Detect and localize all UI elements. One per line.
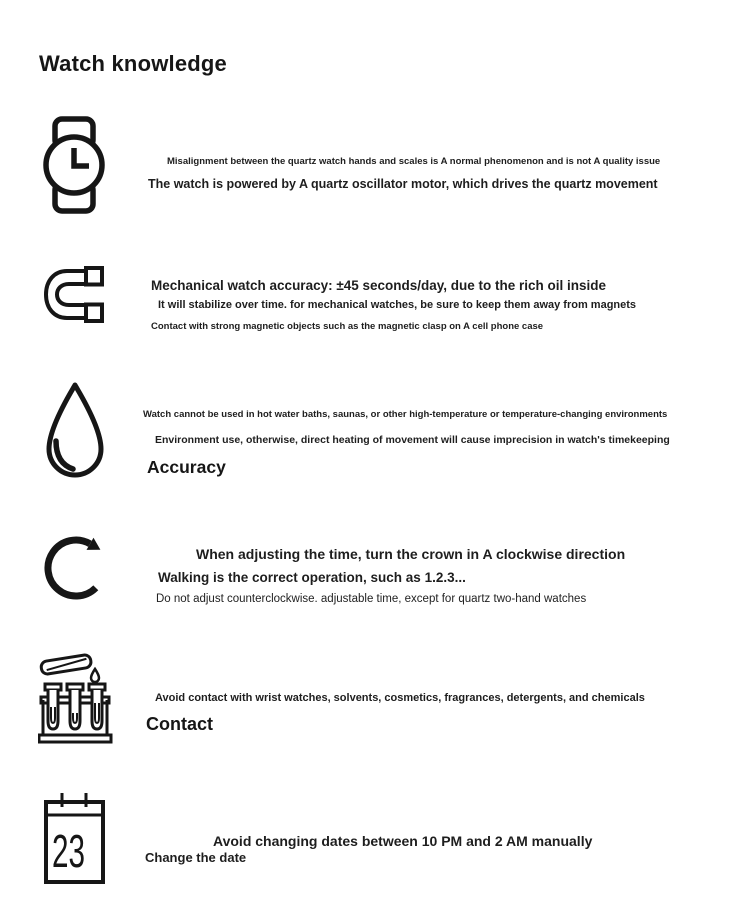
- magnet-note-line-2: Contact with strong magnetic objects such as the magnetic clasp on A cell phone case: [151, 320, 544, 332]
- quartz-note-line: Misalignment between the quartz watch hands and scales is A normal phenomenon and is not A quality issue: [167, 155, 661, 167]
- accuracy-heading: Accuracy: [147, 456, 226, 477]
- contact-heading: Contact: [146, 713, 213, 734]
- crown-headline-2: Walking is the correct operation, such as 1.2.3...: [158, 569, 466, 585]
- date-heading: Change the date: [145, 849, 247, 865]
- quartz-headline: The watch is powered by A quartz oscillator motor, which drives the quartz movement: [148, 176, 658, 191]
- page-title: Watch knowledge: [39, 50, 227, 76]
- calendar-day: 23: [52, 825, 85, 877]
- test-tubes-icon: [38, 651, 113, 751]
- crown-note-line: Do not adjust counterclockwise. adjustable time, except for quartz two-hand watches: [156, 592, 587, 605]
- water-drop-icon: [44, 381, 106, 485]
- clockwise-arrow-icon: [44, 528, 110, 607]
- temperature-note-line: Watch cannot be used in hot water baths, saunas, or other high-temperature or temperature-changing environments: [143, 408, 668, 420]
- magnet-note-line: It will stabilize over time. for mechanical watches, be sure to keep them away from magnets: [158, 299, 637, 311]
- magnet-icon: [42, 266, 106, 328]
- watch-icon: [42, 116, 106, 219]
- magnet-headline: Mechanical watch accuracy: ±45 seconds/day, due to the rich oil inside: [151, 277, 607, 293]
- temperature-note-line-2: Environment use, otherwise, direct heating of movement will cause imprecision in watch's timekeeping: [155, 433, 670, 446]
- date-headline: Avoid changing dates between 10 PM and 2 AM manually: [213, 833, 593, 849]
- crown-headline: When adjusting the time, turn the crown in A clockwise direction: [196, 546, 626, 562]
- contact-note-line: Avoid contact with wrist watches, solvents, cosmetics, fragrances, detergents, and chemicals: [155, 692, 645, 704]
- calendar-icon: [43, 792, 106, 890]
